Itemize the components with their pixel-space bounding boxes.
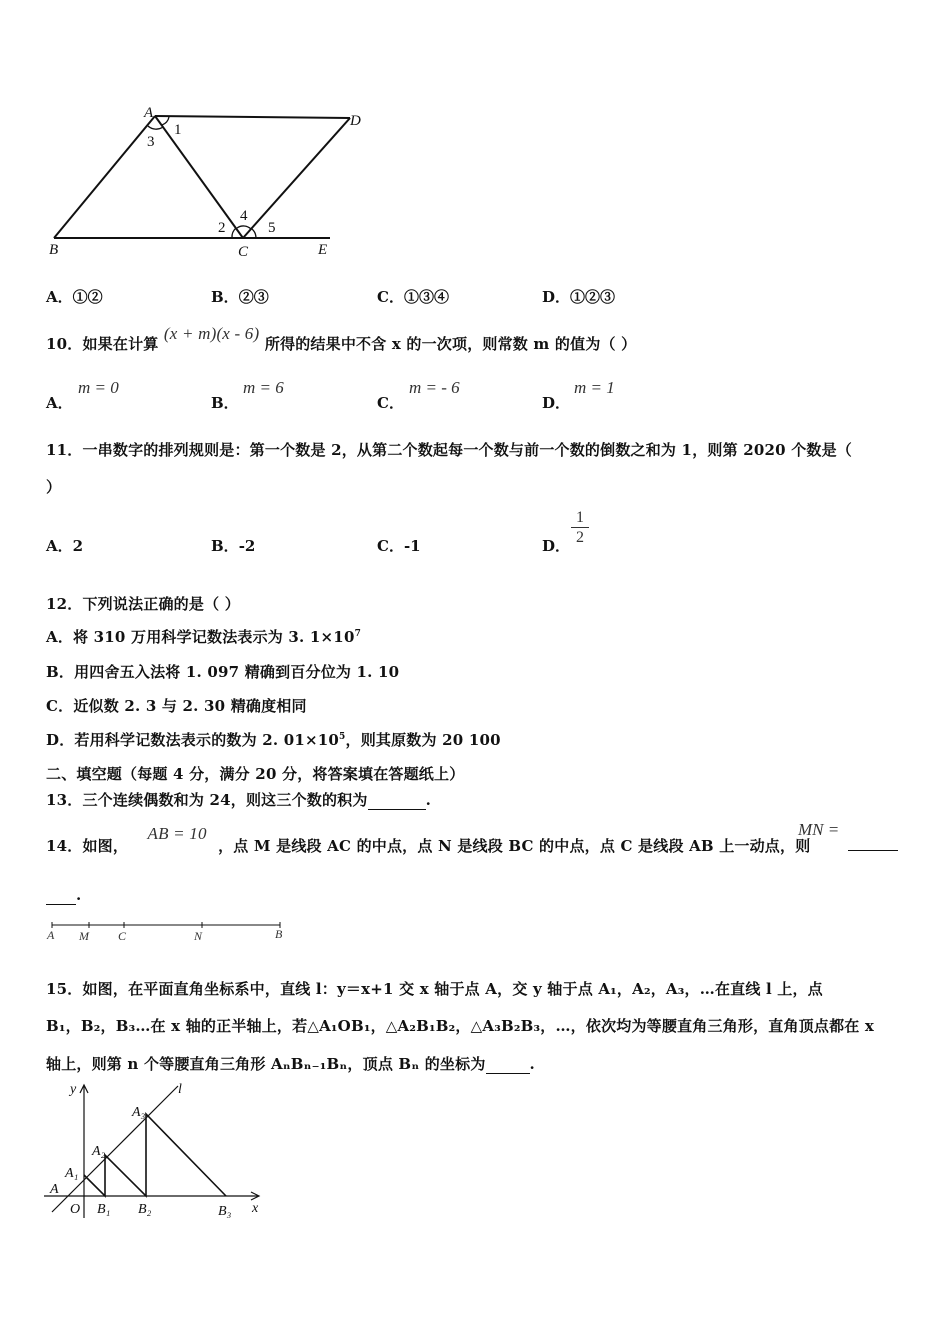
angle-arc-5 [252, 229, 256, 238]
q10-option-a: A． [46, 394, 73, 412]
question-11-line2: ） [46, 478, 62, 496]
q11-option-c: C．-1 [377, 537, 421, 555]
seg-m-label: M [79, 929, 89, 943]
point-c-label: C [238, 244, 249, 260]
q10-expression: (x + m)(x - 6) [163, 324, 260, 343]
q12-option-c: C．近似数 2. 3 与 2. 30 精确度相同 [46, 697, 307, 715]
q10-option-c: C． [377, 394, 404, 412]
point-a3-label: A₃ [132, 1105, 146, 1120]
origin-label: O [70, 1202, 81, 1217]
question-15-line3: 轴上，则第 n 个等腰直角三角形 AₙBₙ₋₁Bₙ，顶点 Bₙ 的坐标为 . [46, 1055, 535, 1073]
angle-arc-1 [162, 117, 169, 125]
angle-4-label: 4 [240, 208, 248, 224]
angle-1-label: 1 [174, 122, 182, 138]
q11-option-d-fraction [571, 508, 589, 547]
q10-option-c-math: m = - 6 [409, 378, 460, 397]
seg-n-label: N [194, 929, 203, 943]
question-13: 13．三个连续偶数和为 24，则这三个数的积为 . [46, 791, 432, 809]
question-15-line1: 15．如图，在平面直角坐标系中，直线 l：y＝x+1 交 x 轴于点 A，交 y 轴于点 A₁，A₂，A₃，…在直线 l 上，点 [46, 980, 823, 998]
q9-option-c: C．①③④ [377, 288, 449, 306]
coordinate-figure [40, 1076, 280, 1224]
angle-2-label: 2 [218, 220, 226, 236]
seg-a-label: A [47, 928, 55, 942]
point-b1-label: B₁ [97, 1202, 111, 1217]
q11-option-a: A．2 [46, 537, 84, 555]
seg-c-label: C [118, 929, 127, 943]
point-a2-label: A₂ [92, 1144, 106, 1159]
q12-option-b: B．用四舍五入法将 1. 097 精确到百分位为 1. 10 [46, 663, 400, 681]
question-11-line1: 11．一串数字的排列规则是：第一个数是 2，从第二个数起每一个数与前一个数的倒数之和为 1，则第 2020 个数是（ [46, 441, 852, 459]
axis-y-label: y [70, 1082, 77, 1097]
q10-option-d: D． [542, 394, 571, 412]
point-a-label: A [144, 105, 154, 121]
point-a1-label: A₁ [65, 1166, 79, 1181]
segment-figure [44, 918, 294, 946]
question-14: 14．如图， AB = 10 ，点 M 是线段 AC 的中点，点 N 是线段 BC 的中点，点 C 是线段 AB 上一动点，则 [46, 824, 811, 855]
q9-option-a: A．①② [46, 288, 103, 306]
point-b3-label: B₃ [218, 1204, 232, 1219]
line-l [52, 1086, 178, 1212]
answer-blank-continued[interactable] [46, 886, 76, 905]
line-ad [155, 116, 350, 118]
q12-option-d: D．若用科学记数法表示的数为 2. $01\times 10^5$，则其原数为 20 100 [46, 731, 501, 749]
q14-answer-blank[interactable] [848, 850, 898, 851]
q9-option-d: D．①②③ [542, 288, 616, 306]
fraction-numerator: 1 [576, 509, 584, 526]
question-15-line2: B₁，B₂，B₃…在 x 轴的正半轴上，若△A₁OB₁，△A₂B₁B₂，△A₃B₂B₃，…，依次均为等腰直角三角形，直角顶点都在 x [46, 1017, 875, 1035]
answer-blank[interactable] [368, 791, 426, 810]
question-10: 10．如果在计算 (x + m)(x - 6) 所得的结果中不含 x 的一次项，则常数 m 的值为（ ） [46, 324, 637, 353]
q10-option-d-math: m = 1 [574, 378, 615, 397]
angle-arc-3 [148, 126, 163, 129]
seg-b-label: B [275, 927, 283, 941]
angle-arc-4 [237, 226, 251, 229]
q10-option-b-math: m = 6 [243, 378, 284, 397]
angle-5-label: 5 [268, 220, 276, 236]
point-a-label: A [50, 1182, 59, 1197]
q11-option-b: B．-2 [211, 537, 256, 555]
angle-3-label: 3 [147, 134, 155, 150]
point-d-label: D [350, 113, 361, 129]
question-12: 12．下列说法正确的是（ ） [46, 595, 240, 613]
angle-arc-2 [232, 228, 236, 238]
q9-option-b: B．②③ [211, 288, 269, 306]
fraction-denominator: 2 [571, 527, 589, 547]
axis-x-label: x [252, 1201, 259, 1216]
answer-blank[interactable] [486, 1055, 530, 1074]
q14-mn-math: MN = [798, 820, 840, 839]
q11-option-d: D． [542, 537, 571, 555]
line-ac [155, 116, 243, 238]
q12-option-a: A．将 310 万用科学记数法表示为 3. $1\times 10^7$ [46, 628, 362, 646]
point-b-label: B [49, 242, 59, 258]
point-e-label: E [318, 242, 328, 258]
line-ab [54, 116, 155, 238]
q10-option-b: B． [211, 394, 239, 412]
section-2-heading: 二、填空题（每题 4 分，满分 20 分，将答案填在答题纸上） [46, 765, 465, 783]
line-cd [243, 118, 350, 238]
point-b2-label: B₂ [138, 1202, 152, 1217]
parallelogram-figure [40, 95, 380, 265]
q14-ab-math: AB = 10 [147, 824, 207, 843]
line-l-label: l [178, 1082, 182, 1097]
q10-option-a-math: m = 0 [78, 378, 119, 397]
q14-line2: . [46, 886, 81, 905]
